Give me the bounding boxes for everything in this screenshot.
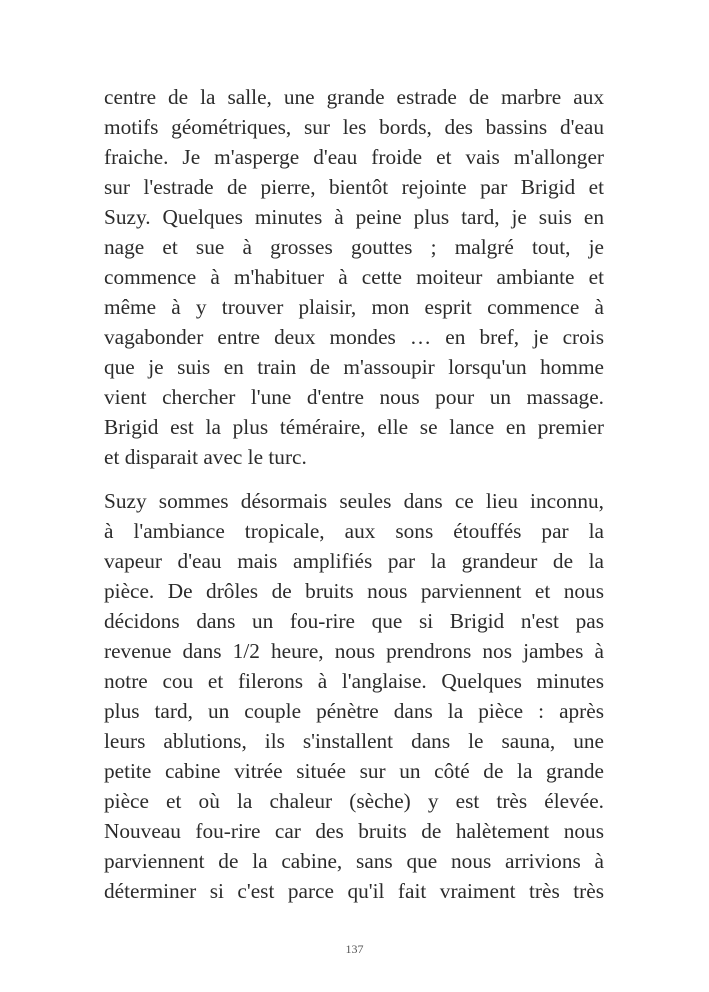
paragraph-line: à l'ambiance tropicale, aux sons étouffés par la: [104, 519, 604, 543]
paragraph-line: leurs ablutions, ils s'installent dans le sauna, une: [104, 729, 604, 753]
paragraph-line: et disparait avec le turc.: [104, 445, 307, 469]
paragraph-line: vagabonder entre deux mondes … en bref, je crois: [104, 325, 604, 349]
paragraph-line: sur l'estrade de pierre, bientôt rejointe par Brigid et: [104, 175, 604, 199]
paragraph-line: vient chercher l'une d'entre nous pour un massage.: [104, 385, 604, 409]
page-number: 137: [345, 942, 364, 956]
paragraph-line: commence à m'habituer à cette moiteur ambiante et: [104, 265, 604, 289]
paragraph-line: revenue dans 1/2 heure, nous prendrons nos jambes à: [104, 639, 604, 663]
paragraph-line: nage et sue à grosses gouttes ; malgré tout, je: [104, 235, 604, 259]
paragraph-line: Suzy. Quelques minutes à peine plus tard, je suis en: [104, 205, 604, 229]
paragraph-line: pièce. De drôles de bruits nous parviennent et nous: [104, 579, 604, 603]
paragraph-line: petite cabine vitrée située sur un côté de la grande: [104, 759, 604, 783]
paragraph-line: Suzy sommes désormais seules dans ce lieu inconnu,: [104, 489, 604, 513]
paragraph-line: Nouveau fou-rire car des bruits de halètement nous: [104, 819, 604, 843]
paragraph-line: pièce et où la chaleur (sèche) y est très élevée.: [104, 789, 604, 813]
paragraph-line: plus tard, un couple pénètre dans la pièce : après: [104, 699, 604, 723]
paragraph-line: que je suis en train de m'assoupir lorsqu'un homme: [104, 355, 604, 379]
paragraph-line: motifs géométriques, sur les bords, des bassins d'eau: [104, 115, 604, 139]
paragraph-1: [104, 82, 604, 472]
paragraph-line: Brigid est la plus téméraire, elle se lance en premier: [104, 415, 604, 439]
paragraph-line: décidons dans un fou-rire que si Brigid n'est pas: [104, 609, 604, 633]
paragraph-line: notre cou et filerons à l'anglaise. Quelques minutes: [104, 669, 604, 693]
paragraph-line: déterminer si c'est parce qu'il fait vraiment très très: [104, 879, 604, 903]
paragraph-2: [104, 486, 604, 906]
paragraph-line: fraiche. Je m'asperge d'eau froide et vais m'allonger: [104, 145, 604, 169]
paragraph-line: parviennent de la cabine, sans que nous arrivions à: [104, 849, 604, 873]
paragraph-line: vapeur d'eau mais amplifiés par la grandeur de la: [104, 549, 604, 573]
paragraph-line: même à y trouver plaisir, mon esprit commence à: [104, 295, 604, 319]
paragraph-line: centre de la salle, une grande estrade de marbre aux: [104, 85, 604, 109]
